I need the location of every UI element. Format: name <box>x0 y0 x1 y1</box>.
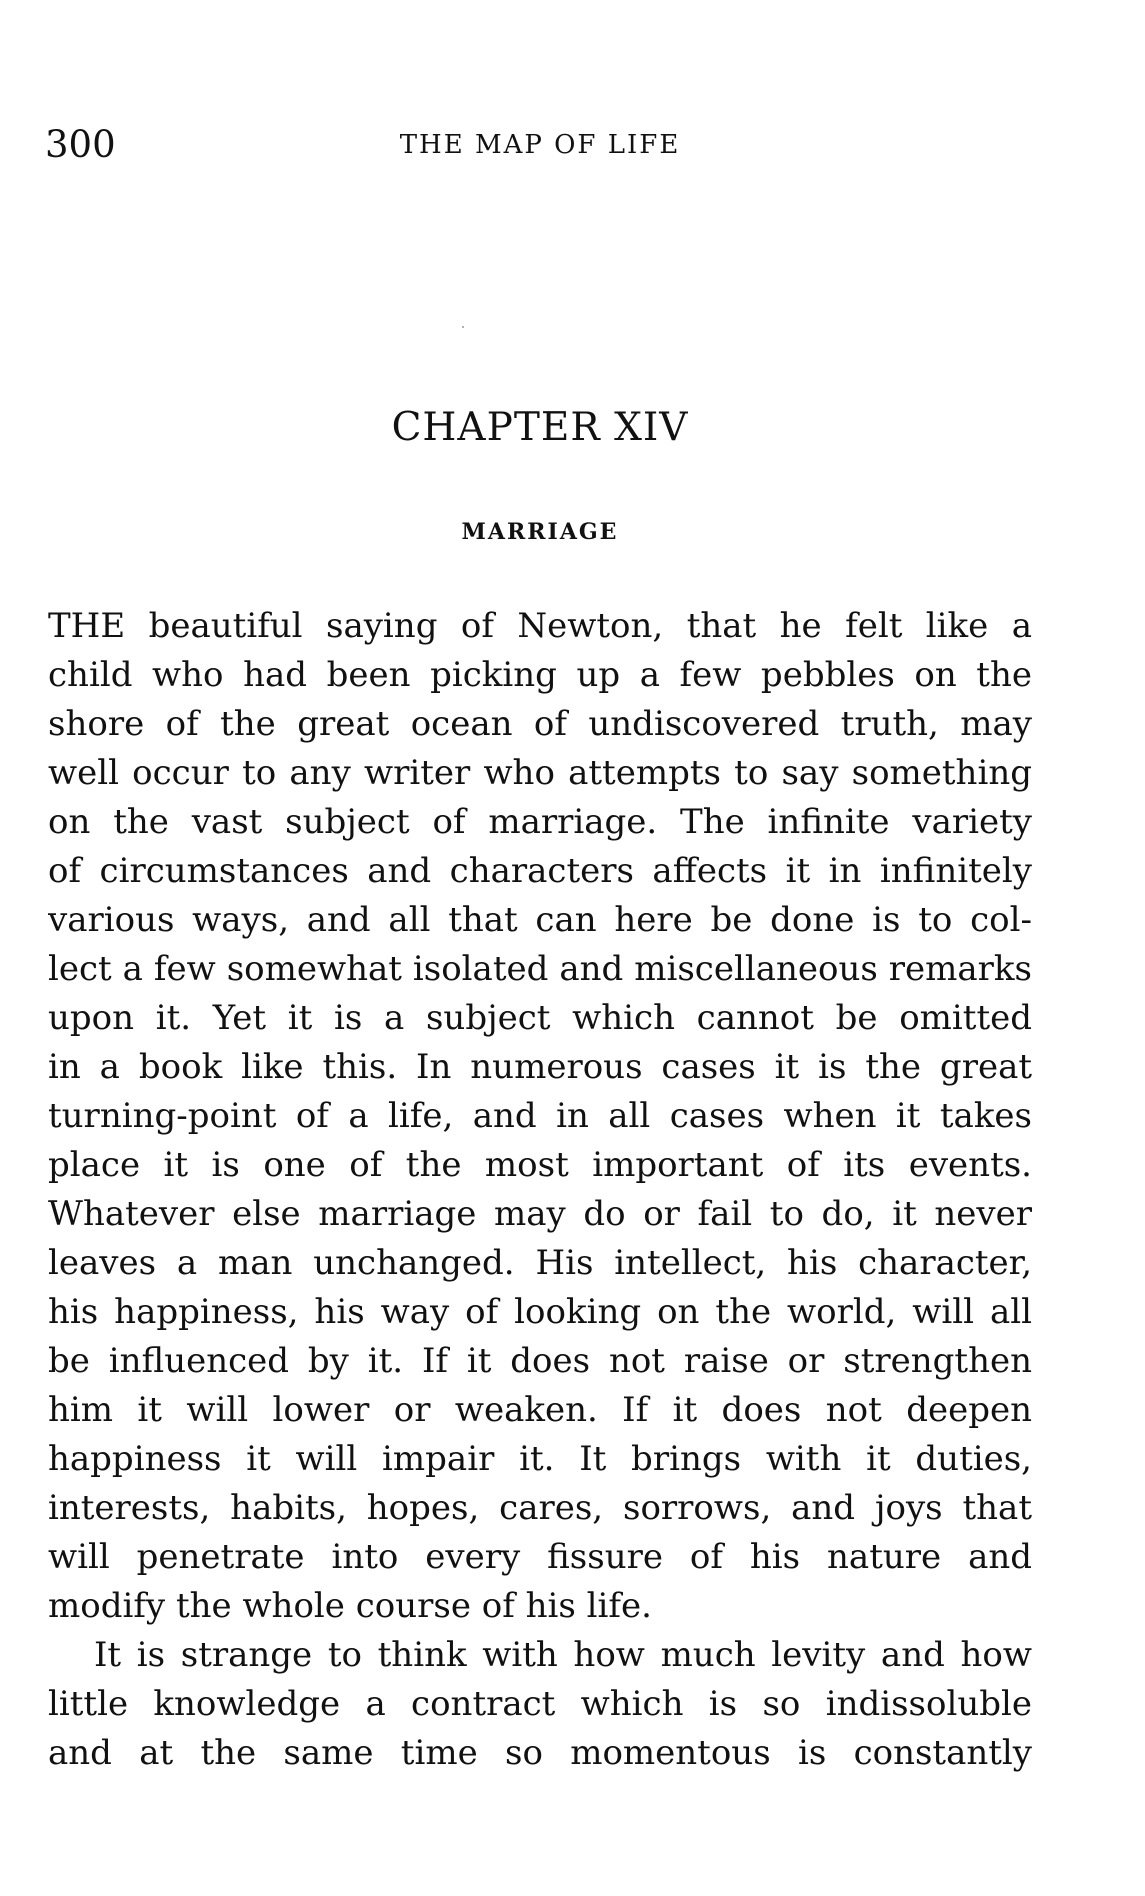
body-text <box>48 602 1032 1778</box>
text-line: modify the whole course of his life. <box>48 1586 652 1626</box>
text-line: lect a few somewhat isolated and miscellaneous remarks <box>48 949 1032 989</box>
text-line: happiness it will impair it. It brings with it duties, <box>48 1439 1032 1479</box>
text-line: place it is one of the most important of its events. <box>48 1145 1032 1185</box>
text-line: him it will lower or weaken. If it does not deepen <box>48 1390 1032 1430</box>
chapter-subtitle: MARRIAGE <box>461 519 619 545</box>
paragraph-2 <box>48 1631 1032 1778</box>
text-line: on the vast subject of marriage. The infinite variety <box>48 802 1032 842</box>
running-title: THE MAP OF LIFE <box>399 130 681 160</box>
text-line: his happiness, his way of looking on the world, will all <box>48 1292 1032 1332</box>
page-number: 300 <box>45 123 116 166</box>
text-line: various ways, and all that can here be done is to col- <box>48 900 1032 940</box>
text-line: leaves a man unchanged. His intellect, his character, <box>48 1243 1032 1283</box>
text-line: child who had been picking up a few pebbles on the <box>48 655 1032 695</box>
text-line: and at the same time so momentous is constantly <box>48 1733 1032 1773</box>
text-line: shore of the great ocean of undiscovered truth, may <box>48 704 1032 744</box>
text-line: little knowledge a contract which is so indissoluble <box>48 1684 1032 1724</box>
text-line: be influenced by it. If it does not raise or strengthen <box>48 1341 1032 1381</box>
text-line: It is strange to think with how much levity and how <box>94 1635 1032 1675</box>
text-line: well occur to any writer who attempts to say something <box>48 753 1032 793</box>
paper-speck <box>462 326 464 328</box>
running-head <box>0 125 1145 165</box>
text-line: turning-point of a life, and in all cases when it takes <box>48 1096 1032 1136</box>
text-line: THE beautiful saying of Newton, that he felt like a <box>48 606 1032 646</box>
text-line: will penetrate into every fissure of his nature and <box>48 1537 1032 1577</box>
paragraph-1 <box>48 602 1032 1631</box>
text-line: interests, habits, hopes, cares, sorrows, and joys that <box>48 1488 1032 1528</box>
text-line: of circumstances and characters affects it in infinitely <box>48 851 1032 891</box>
chapter-title: CHAPTER XIV <box>391 405 689 450</box>
text-line: in a book like this. In numerous cases it is the great <box>48 1047 1032 1087</box>
text-line: upon it. Yet it is a subject which cannot be omitted <box>48 998 1032 1038</box>
text-line: Whatever else marriage may do or fail to do, it never <box>48 1194 1032 1234</box>
